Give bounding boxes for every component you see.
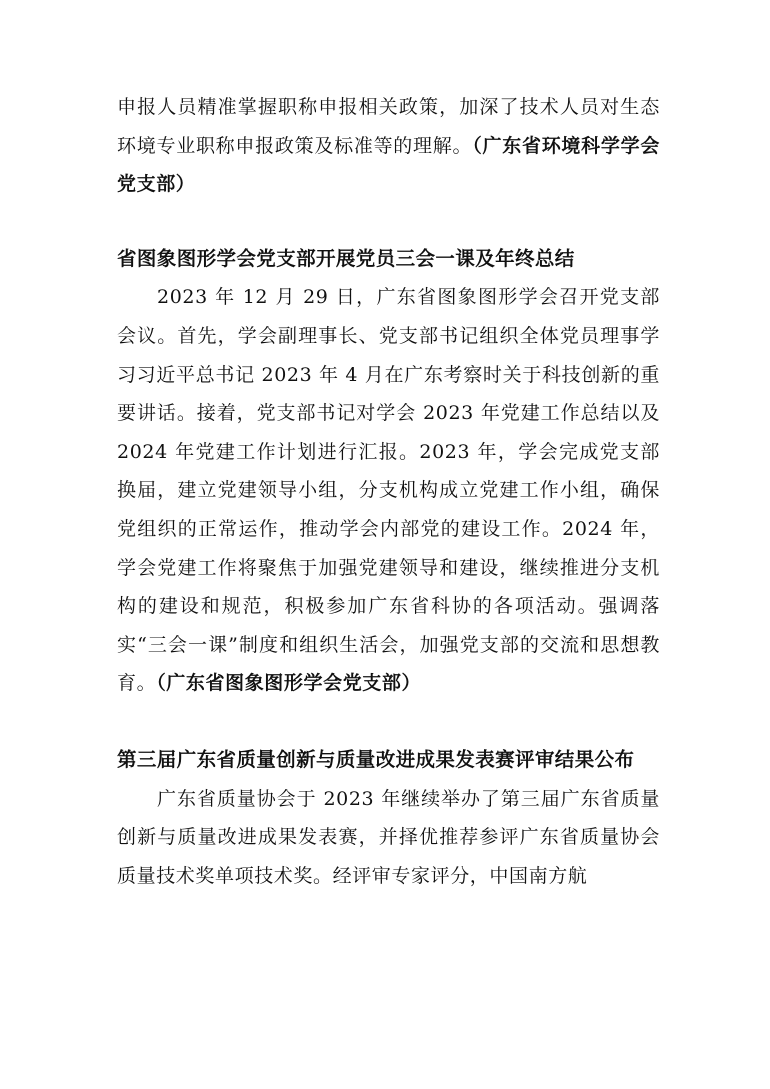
section-gap — [117, 703, 660, 741]
article-heading-quality-contest: 第三届广东省质量创新与质量改进成果发表赛评审结果公布 — [117, 747, 635, 771]
paragraph-env-society — [117, 88, 660, 204]
source-attribution: （广东省图象图形学会党支部） — [156, 672, 422, 695]
paragraph-text: 申报人员精准掌握职称申报相关政策，加深了技术人员对生态环境专业职称申报政策及标准等的理解。 — [117, 96, 660, 157]
paragraph-quality-contest — [117, 780, 660, 896]
paragraph-image-graphics — [117, 278, 660, 703]
source-attribution: （广东省环境科学学会党支部） — [117, 134, 660, 196]
article-heading-image-graphics: 省图象图形学会党支部开展党员三会一课及年终总结 — [117, 246, 575, 270]
section-gap — [117, 204, 660, 240]
paragraph-text: 2023 年 12 月 29 日，广东省图象图形学会召开党支部会议。首先，学会副理事长、党支部书记组织全体党员理事学习习近平总书记 2023 年 4 月在广东考察时关于科技创新的重要讲话。接着，党支部书记对学会 2023 年党建工作总结以及 2024 年党建工作计划进行汇报。2023 年，学会完成党支部换届，建立党建领导小组，分支机构成立党建工作小组，确保党组织的正常运作，推动学会内部党的建设工作。2024 年，学会党建工作将聚焦于加强党建领导和建设，继续推进分支机构的建设和规范，积极参加广东省科协的各项活动。强调落实“三会一课”制度和组织生活会，加强党支部的交流和思想教育。 — [117, 286, 660, 695]
paragraph-text: 广东省质量协会于 2023 年继续举办了第三届广东省质量创新与质量改进成果发表赛，并择优推荐参评广东省质量协会质量技术奖单项技术奖。经评审专家评分，中国南方航 — [117, 787, 660, 887]
